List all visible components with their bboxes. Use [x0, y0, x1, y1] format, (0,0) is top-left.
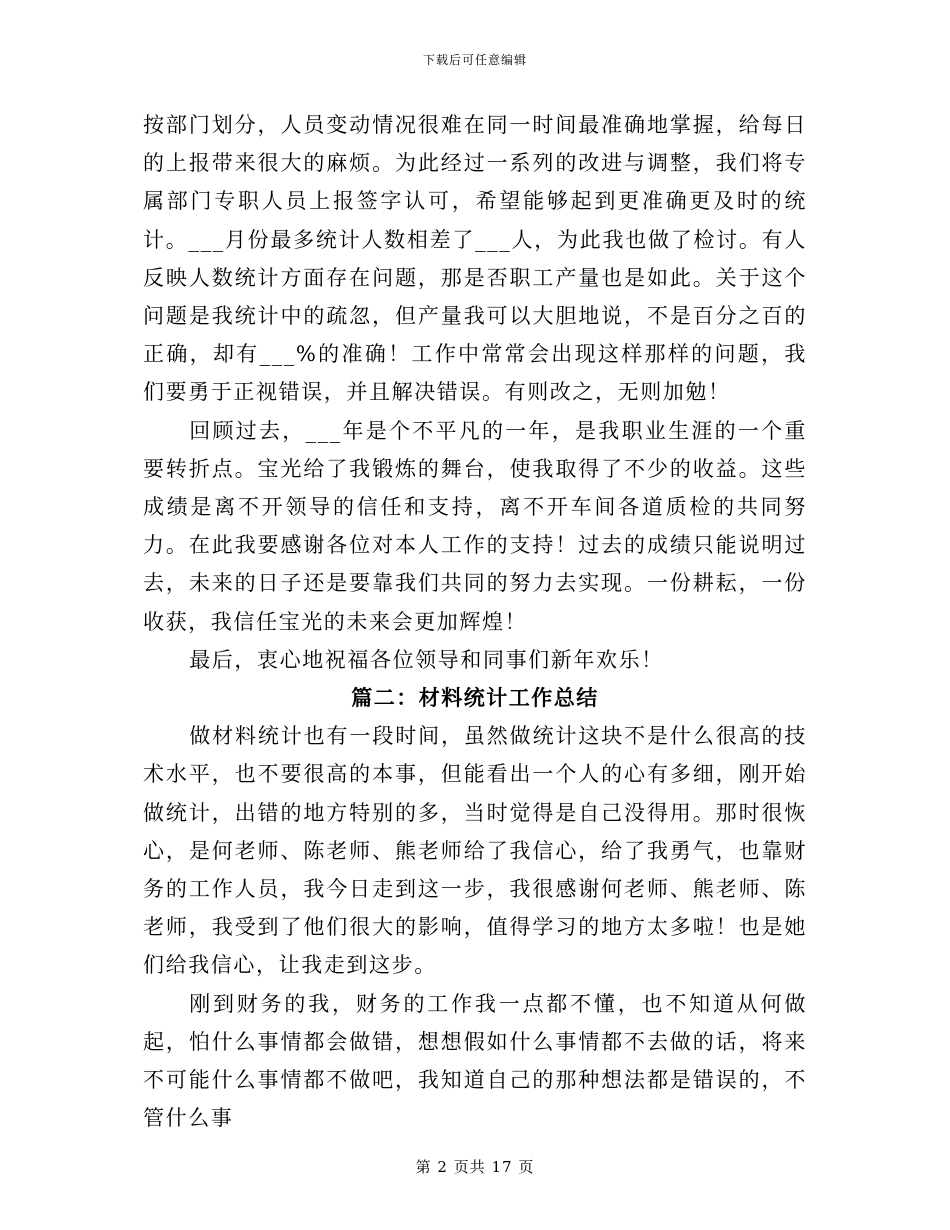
page-number: 第 2 页共 17 页 [415, 1158, 535, 1176]
paragraph-statistics-issues: 按部门划分，人员变动情况很难在同一时间最准确地掌握，给每日的上报带来很大的麻烦。为此经过一系列的改进与调整，我们将专属部门专职人员上报签字认可，希望能够起到更准确更及时的统计。___月份最多统计人数相差了___人，为此我也做了检讨。有人反映人数统计方面存在问题，那是否职工产量也是如此。关于这个问题是我统计中的疏忽，但产量我可以大胆地说，不是百分之百的正确，却有___%的准确！工作中常常会出现这样那样的问题，我们要勇于正视错误，并且解决错误。有则改之，无则加勉！ [143, 113, 807, 405]
paragraph-new-year-wishes: 最后，衷心地祝福各位领导和同事们新年欢乐！ [189, 647, 664, 672]
paragraph-material-statistics: 做材料统计也有一段时间，虽然做统计这块不是什么很高的技术水平，也不要很高的本事，但能看出一个人的心有多细，刚开始做统计，出错的地方特别的多，当时觉得是自己没得用。那时很恢心，是何老师、陈老师、熊老师给了我信心，给了我勇气，也靠财务的工作人员，我今日走到这一步，我很感谢何老师、熊老师、陈老师，我受到了他们很大的影响，值得学习的地方太多啦！也是她们给我信心，让我走到这步。 [143, 724, 807, 978]
paragraph-review-past: 回顾过去，___年是个不平凡的一年，是我职业生涯的一个重要转折点。宝光给了我锻炼的舞台，使我取得了不少的收益。这些成绩是离不开领导的信任和支持，离不开车间各道质检的共同努力。在此我要感谢各位对本人工作的支持！过去的成绩只能说明过去，未来的日子还是要靠我们共同的努力去实现。一份耕耘，一份收获，我信任宝光的未来会更加辉煌！ [143, 418, 807, 634]
document-body [143, 106, 807, 1137]
section-title: 篇二：材料统计工作总结 [351, 686, 599, 711]
page-header-note: 下载后可任意编辑 [422, 53, 527, 67]
paragraph-finance-start: 刚到财务的我，财务的工作我一点都不懂，也不知道从何做起，怕什么事情都会做错，想想假如什么事情都不去做的话，将来不可能什么事情都不做吧，我知道自己的那种想法都是错误的，不管什么事 [143, 991, 807, 1131]
